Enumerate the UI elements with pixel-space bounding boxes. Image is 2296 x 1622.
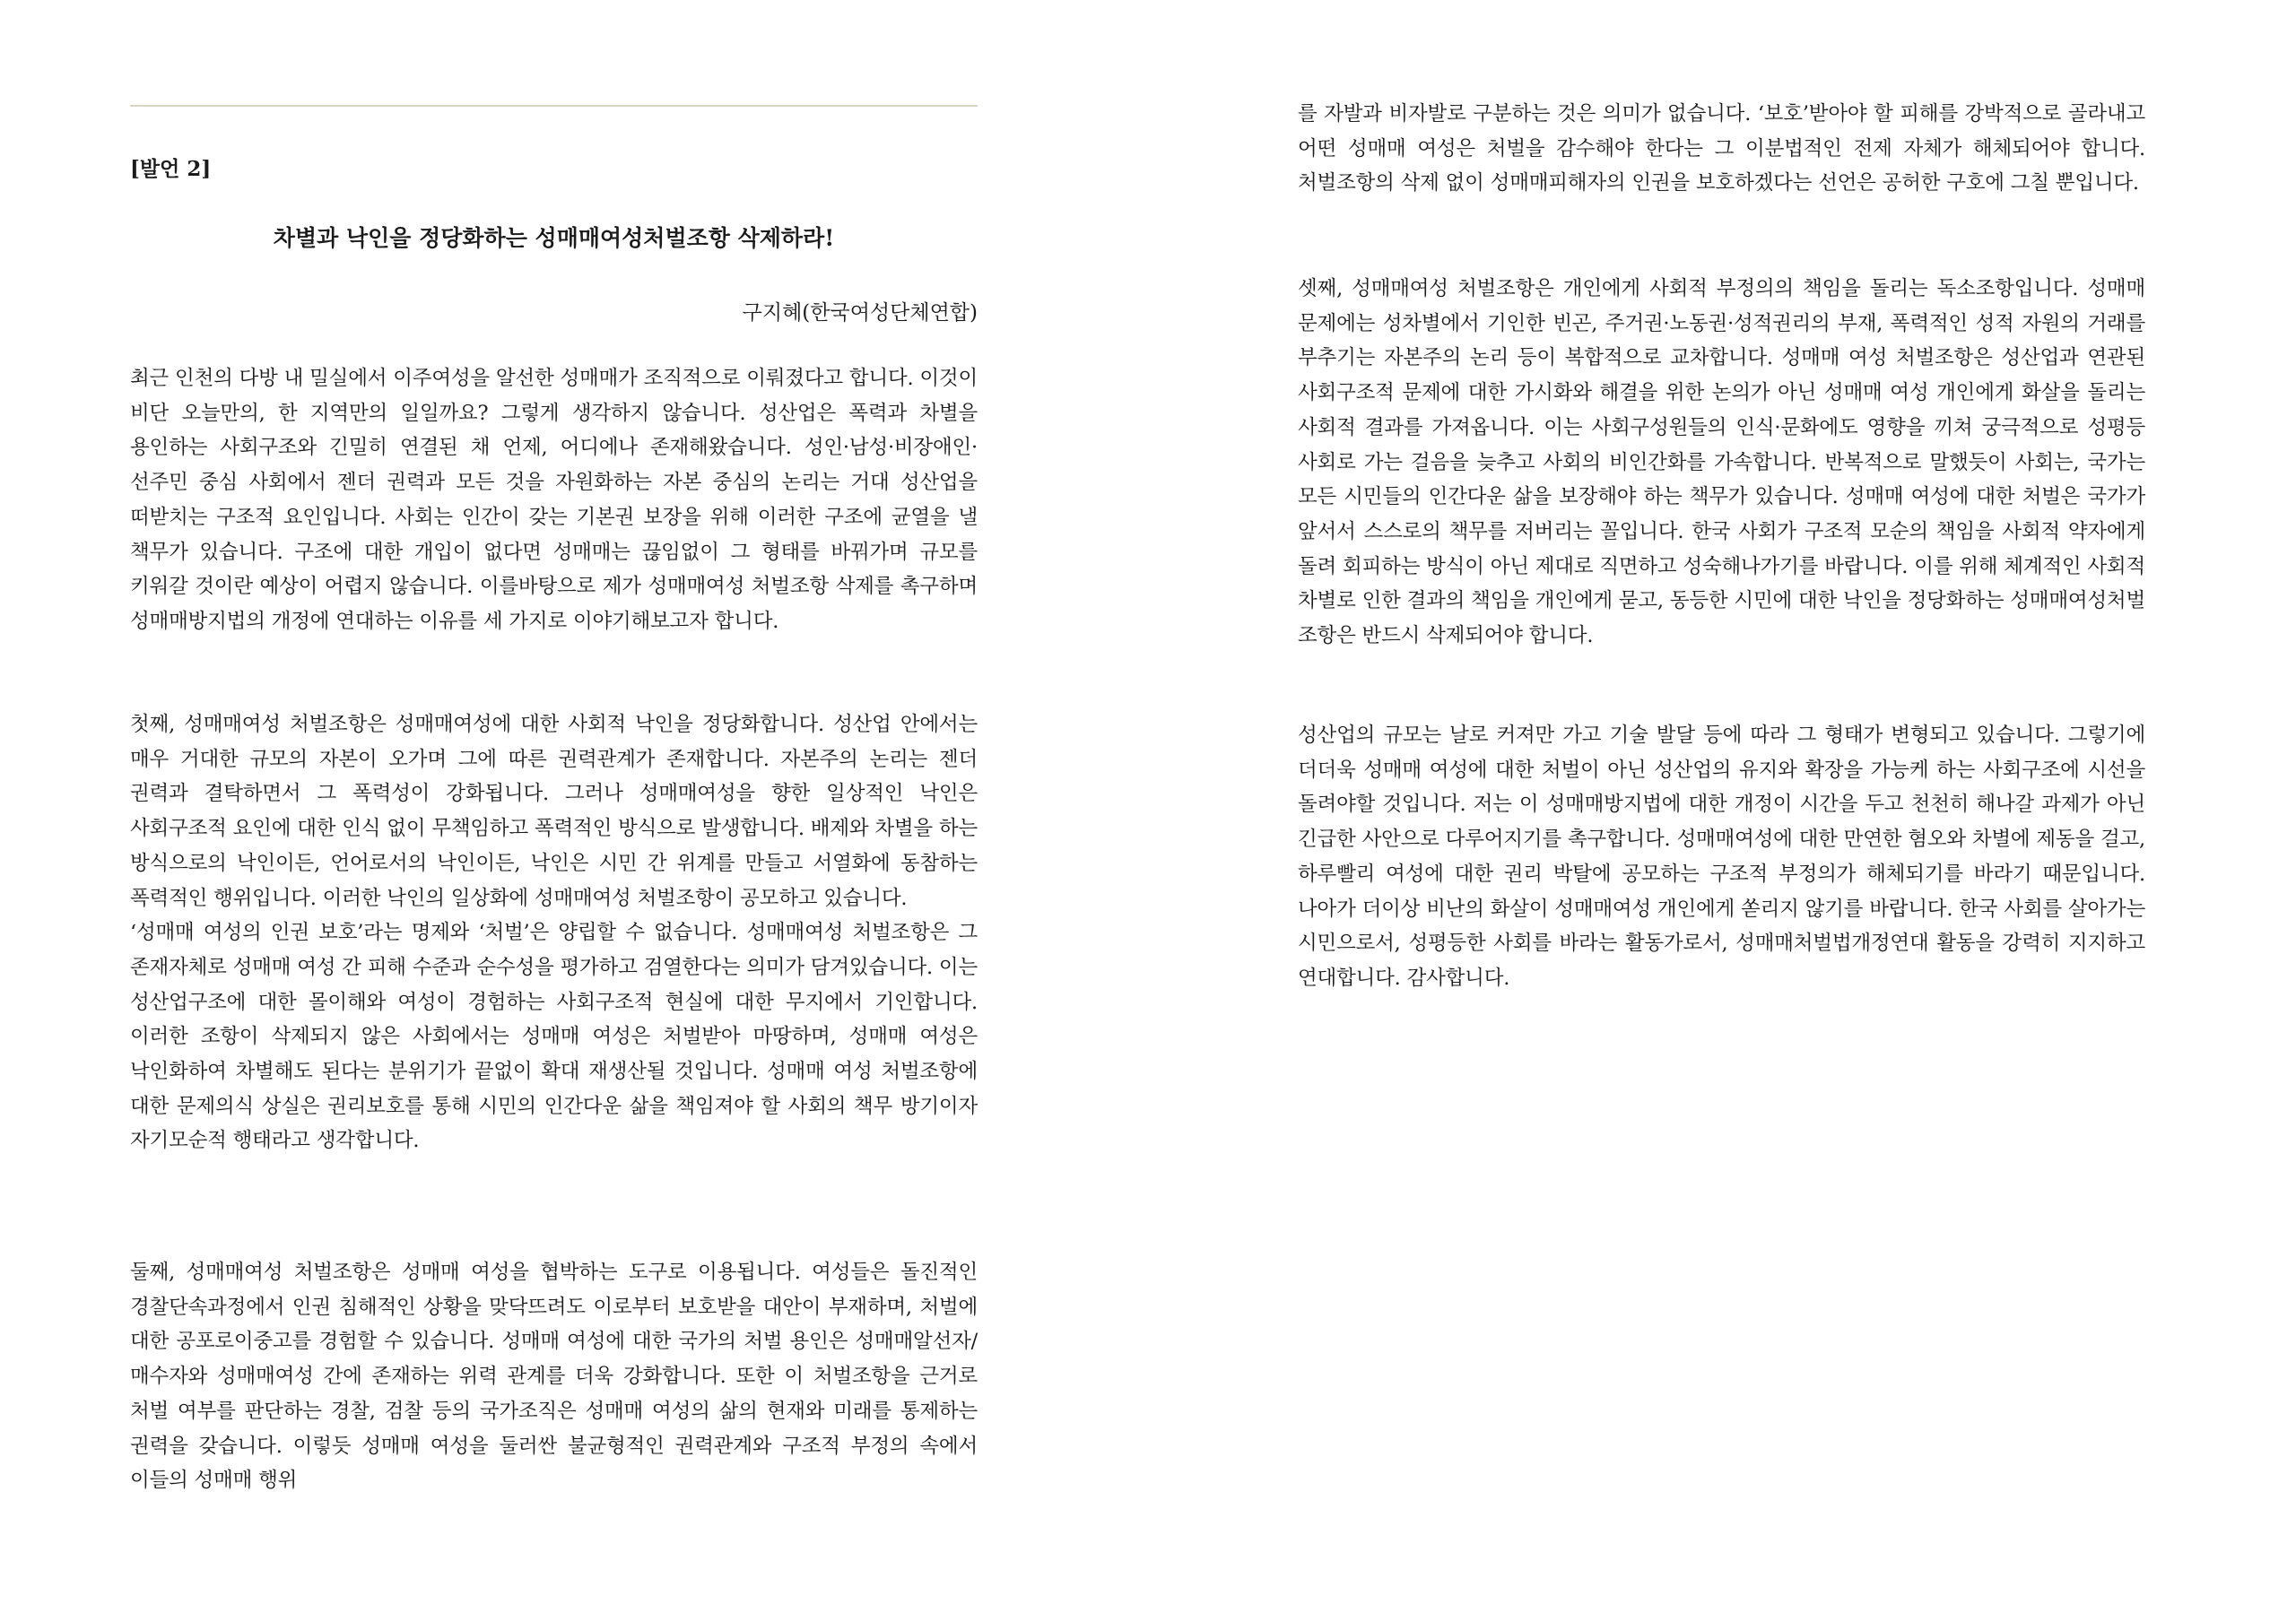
- document-title: 차별과 낙인을 정당화하는 성매매여성처벌조항 삭제하라!: [273, 225, 835, 251]
- paragraph-first-point: [130, 707, 978, 1158]
- paragraph-second-point: [130, 1255, 978, 1498]
- paragraph-text: 셋째, 성매매여성 처벌조항은 개인에게 사회적 부정의의 책임을 돌리는 독소조항입니다. 성매매 문제에는 성차별에서 기인한 빈곤, 주거권·노동권·성적권리의 부재, 폭력적인 성적 자원의 거래를 부추기는 자본주의 논리 등이 복합적으로 교차합니다. 성매매 여성 처벌조항은 성산업과 연관된 사회구조적 문제에 대한 가시화와 해결을 위한 논의가 아닌 성매매 여성 개인에게 화살을 돌리는 사회적 결과를 가져옵니다. 이는 사회구성원들의 인식·문화에도 영향을 끼쳐 궁극적으로 성평등 사회로 가는 걸음을 늦추고 사회의 비인간화를 가속합니다. 반복적으로 말했듯이 사회는, 국가는 모든 시민들의 인간다운 삶을 보장해야 하는 책무가 있습니다. 성매매 여성에 대한 처벌은 국가가 앞서서 스스로의 책무를 저버리는 꼴입니다. 한국 사회가 구조적 모순의 책임을 사회적 약자에게 돌려 회피하는 방식이 아닌 제대로 직면하고 성숙해나가기를 바랍니다. 이를 위해 체계적인 사회적 차별로 인한 결과의 책임을 개인에게 묻고, 동등한 시민에 대한 낙인을 정당화하는 성매매여성처벌 조항은 반드시 삭제되어야 합니다.: [1298, 277, 2145, 648]
- paragraph-text: 성산업의 규모는 날로 커져만 가고 기술 발달 등에 따라 그 형태가 변형되고 있습니다. 그렇기에 더더욱 성매매 여성에 대한 처벌이 아닌 성산업의 유지와 확장을 가능케 하는 사회구조에 시선을 돌려야할 것입니다. 저는 이 성매매방지법에 대한 개정이 시간을 두고 천천히 해나갈 과제가 아닌 긴급한 사안으로 다루어지기를 촉구합니다. 성매매여성에 대한 만연한 혐오와 차별에 제동을 걸고, 하루빨리 여성에 대한 권리 박탈에 공모하는 구조적 부정의가 해체되기를 바라기 때문입니다. 나아가 더이상 비난의 화살이 성매매여성 개인에게 쏟리지 않기를 바랍니다. 한국 사회를 살아가는 시민으로서, 성평등한 사회를 바라는 활동가로서, 성매매처벌법개정연대 활동을 강력히 지지하고 연대합니다. 감사합니다.: [1298, 724, 2145, 990]
- paragraph-text: 둘째, 성매매여성 처벌조항은 성매매 여성을 협박하는 도구로 이용됩니다. 여성들은 돌진적인 경찰단속과정에서 인권 침해적인 상황을 맞닥뜨려도 이로부터 보호받을 대안이 부재하며, 처벌에 대한 공포로이중고를 경험할 수 있습니다. 성매매 여성에 대한 국가의 처벌 용인은 성매매알선자/매수자와 성매매여성 간에 존재하는 위력 관계를 더욱 강화합니다. 또한 이 처벌조항을 근거로 처벌 여부를 판단하는 경찰, 검찰 등의 국가조직은 성매매 여성의 삶의 현재와 미래를 통제하는 권력을 갖습니다. 이렇듯 성매매 여성을 둘러싼 불균형적인 권력관계와 구조적 부정의 속에서 이들의 성매매 행위: [130, 1261, 978, 1493]
- paragraph-conclusion: [1298, 718, 2145, 996]
- paragraph-text: 최근 인천의 다방 내 밀실에서 이주여성을 알선한 성매매가 조직적으로 이뤄졌다고 합니다. 이것이 비단 오늘만의, 한 지역만의 일일까요? 그렇게 생각하지 않습니다. 성산업은 폭력과 차별을 용인하는 사회구조와 긴밀히 연결된 채 언제, 어디에나 존재해왔습니다. 성인·남성·비장애인·선주민 중심 사회에서 젠더 권력과 모든 것을 자원화하는 자본 중심의 논리는 거대 성산업을 떠받치는 구조적 요인입니다. 사회는 인간이 갖는 기본권 보장을 위해 이러한 구조에 균열을 낼 책무가 있습니다. 구조에 대한 개입이 없다면 성매매는 끊임없이 그 형태를 바꿔가며 규모를 키워갈 것이란 예상이 어렵지 않습니다. 이를바탕으로 제가 성매매여성 처벌조항 삭제를 촉구하며 성매매방지법의 개정에 연대하는 이유를 세 가지로 이야기해보고자 합니다.: [130, 367, 978, 633]
- header-rule: [130, 105, 978, 107]
- section-label: [발언 2]: [130, 157, 212, 181]
- paragraph-text: 첫째, 성매매여성 처벌조항은 성매매여성에 대한 사회적 낙인을 정당화합니다. 성산업 안에서는 매우 거대한 규모의 자본이 오가며 그에 따른 권력관계가 존재합니다. 자본주의 논리는 젠더 권력과 결탁하면서 그 폭력성이 강화됩니다. 그러나 성매매여성을 향한 일상적인 낙인은 사회구조적 요인에 대한 인식 없이 무책임하고 폭력적인 방식으로 발생합니다. 배제와 차별을 하는 방식으로의 낙인이든, 언어로서의 낙인이든, 낙인은 시민 간 위계를 만들고 서열화에 동참하는 폭력적인 행위입니다. 이러한 낙인의 일상화에 성매매여성 처벌조항이 공모하고 있습니다. ‘성매매 여성의 인권 보호’라는 명제와 ‘처벌’은 양립할 수 없습니다. 성매매여성 처벌조항은 그 존재자체로 성매매 여성 간 피해 수준과 순수성을 평가하고 검열한다는 의미가 담겨있습니다. 이는 성산업구조에 대한 몰이해와 여성이 경험하는 사회구조적 현실에 대한 무지에서 기인합니다. 이러한 조항이 삭제되지 않은 사회에서는 성매매 여성은 처벌받아 마땅하며, 성매매 여성은 낙인화하여 차별해도 된다는 분위기가 끝없이 확대 재생산될 것입니다. 성매매 여성 처벌조항에 대한 문제의식 상실은 권리보호를 통해 시민의 인간다운 삶을 책임져야 할 사회의 책무 방기이자 자기모순적 행태라고 생각합니다.: [130, 713, 978, 1153]
- author-line: 구지혜(한국여성단체연합): [742, 301, 978, 325]
- paragraph-intro: [130, 361, 978, 639]
- paragraph-third-point: [1298, 272, 2145, 654]
- paragraph-text: 를 자발과 비자발로 구분하는 것은 의미가 없습니다. ‘보호’받아야 할 피해를 강박적으로 골라내고 어떤 성매매 여성은 처벌을 감수해야 한다는 그 이분법적인 전제 자체가 해체되어야 합니다. 처벌조항의 삭제 없이 성매매피해자의 인권을 보호하겠다는 선언은 공허한 구호에 그칠 뿐입니다.: [1298, 102, 2145, 195]
- paragraph-second-point-continued: [1298, 97, 2145, 201]
